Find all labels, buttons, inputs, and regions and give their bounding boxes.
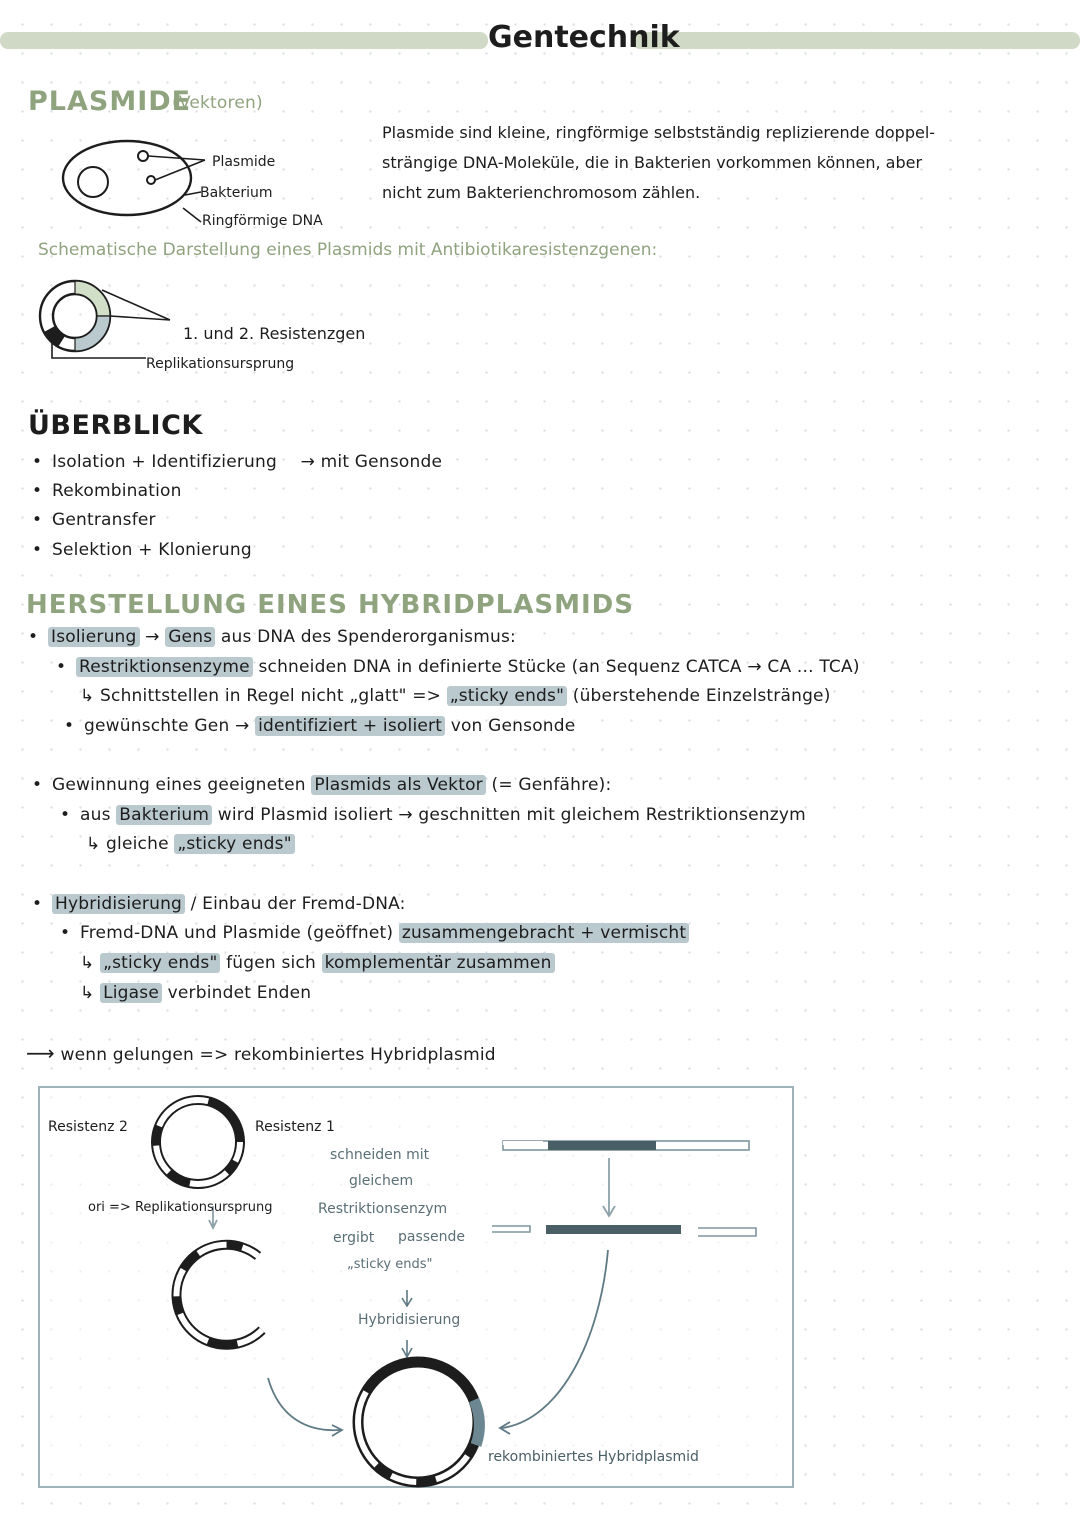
foreign-dna-strand: [503, 1141, 749, 1150]
label-resistenz-1: Resistenz 1: [255, 1119, 335, 1135]
label-ring: Ringförmige DNA: [202, 213, 323, 229]
mid-line-6: „sticky ends": [347, 1257, 433, 1272]
komplementaer-term: komplementär zusammen: [322, 953, 555, 973]
label-replikationsursprung: Replikationsursprung: [146, 356, 295, 372]
mid-line-4: ergibt: [333, 1230, 375, 1246]
label-resistenzgene: 1. und 2. Resistenzgen: [183, 324, 366, 343]
page-title: Gentechnik: [488, 20, 680, 55]
label-bakterium: Bakterium: [200, 185, 273, 201]
fuegen-text: fügen sich: [226, 953, 316, 973]
definition-line-1: Plasmide sind kleine, ringförmige selbstständig replizierende doppel-: [382, 123, 936, 142]
gen-rest: von Gensonde: [450, 716, 576, 736]
vektor-note: (= Genfähre):: [491, 775, 612, 795]
aus-rest: wird Plasmid isoliert → geschnitten mit gleichem Restriktionsenzym: [217, 805, 806, 825]
overview-item-4: • Selektion + Klonierung: [52, 540, 252, 560]
gens-term: Gens: [165, 627, 215, 647]
schema-heading: Schematische Darstellung eines Plasmids mit Antibiotikaresistenzgenen:: [38, 240, 658, 260]
aus-text: aus: [80, 805, 111, 825]
fremd-text: Fremd-DNA und Plasmide (geöffnet): [80, 923, 394, 943]
hybridisierung-term: Hybridisierung: [52, 894, 185, 914]
gen-text: gewünschte Gen →: [84, 716, 250, 736]
plasmid-intact: [156, 1100, 240, 1184]
cut-dna-strand: [492, 1225, 756, 1236]
ligase-arrow: ↳: [80, 983, 95, 1003]
plasmide-subtitle: (Vektoren): [172, 93, 263, 113]
overview-item-note: → mit Gensonde: [300, 452, 443, 472]
label-resistenz-2: Resistenz 2: [48, 1119, 128, 1135]
vektor-text: Gewinnung eines geeigneten: [52, 775, 306, 795]
isolierung-arrow: →: [145, 627, 160, 647]
plasmid-hybrid: [358, 1362, 479, 1482]
hybridisierung-rest: / Einbau der Fremd-DNA:: [190, 894, 406, 914]
overview-item-text: Isolation + Identifizierung: [52, 452, 277, 472]
restriktionsenzyme-term: Restriktionsenzyme: [76, 657, 253, 677]
gleiche-text: ↳ gleiche: [86, 834, 169, 854]
label-ori: ori => Replikationsursprung: [88, 1200, 273, 1215]
plasmide-heading: PLASMIDE: [28, 86, 192, 117]
schnitt-note: (überstehende Einzelstränge): [572, 686, 831, 706]
identifiziert-term: identifiziert + isoliert: [255, 716, 445, 736]
label-plasmide: Plasmide: [212, 154, 276, 170]
label-hybridisierung: Hybridisierung: [358, 1312, 461, 1328]
overview-heading: ÜBERBLICK: [28, 410, 203, 441]
vermischt-term: zusammengebracht + vermischt: [399, 923, 689, 943]
herstellung-heading: HERSTELLUNG EINES HYBRIDPLASMIDS: [26, 590, 634, 620]
mid-line-2: gleichem: [349, 1173, 414, 1189]
mid-line-5: passende: [398, 1229, 466, 1245]
sticky-ends-term-3: „sticky ends": [100, 953, 220, 973]
mid-line-1: schneiden mit: [330, 1147, 430, 1163]
plasmid-open: [176, 1245, 262, 1345]
restriktion-rest: schneiden DNA in definierte Stücke (an Sequenz CATCA → CA ... TCA): [258, 657, 860, 677]
schnitt-text: ↳ Schnittstellen in Regel nicht „glatt" =>: [80, 686, 442, 706]
vektor-term: Plasmids als Vektor: [311, 775, 485, 795]
overview-item-3: • Gentransfer: [52, 510, 156, 530]
isolierung-term: Isolierung: [48, 627, 140, 647]
isolierung-rest: aus DNA des Spenderorganismus:: [220, 627, 516, 647]
sticky-ends-term-2: „sticky ends": [174, 834, 294, 854]
result-text: wenn gelungen => rekombiniertes Hybridplasmid: [60, 1045, 496, 1065]
bakterium-term: Bakterium: [116, 805, 212, 825]
definition-line-3: nicht zum Bakterienchromosom zählen.: [382, 183, 701, 202]
result-arrow: ⟶: [26, 1041, 55, 1065]
fuegen-arrow: ↳: [80, 953, 95, 973]
mid-line-3: Restriktionsenzym: [318, 1201, 448, 1217]
ligase-text: verbindet Enden: [167, 983, 312, 1003]
overview-item-2: • Rekombination: [52, 481, 182, 501]
definition-line-2: strängige DNA-Moleküle, die in Bakterien vorkommen können, aber: [382, 153, 923, 172]
ligase-term: Ligase: [100, 983, 162, 1003]
label-final-plasmid: rekombiniertes Hybridplasmid: [488, 1449, 699, 1465]
sticky-ends-term-1: „sticky ends": [447, 686, 567, 706]
